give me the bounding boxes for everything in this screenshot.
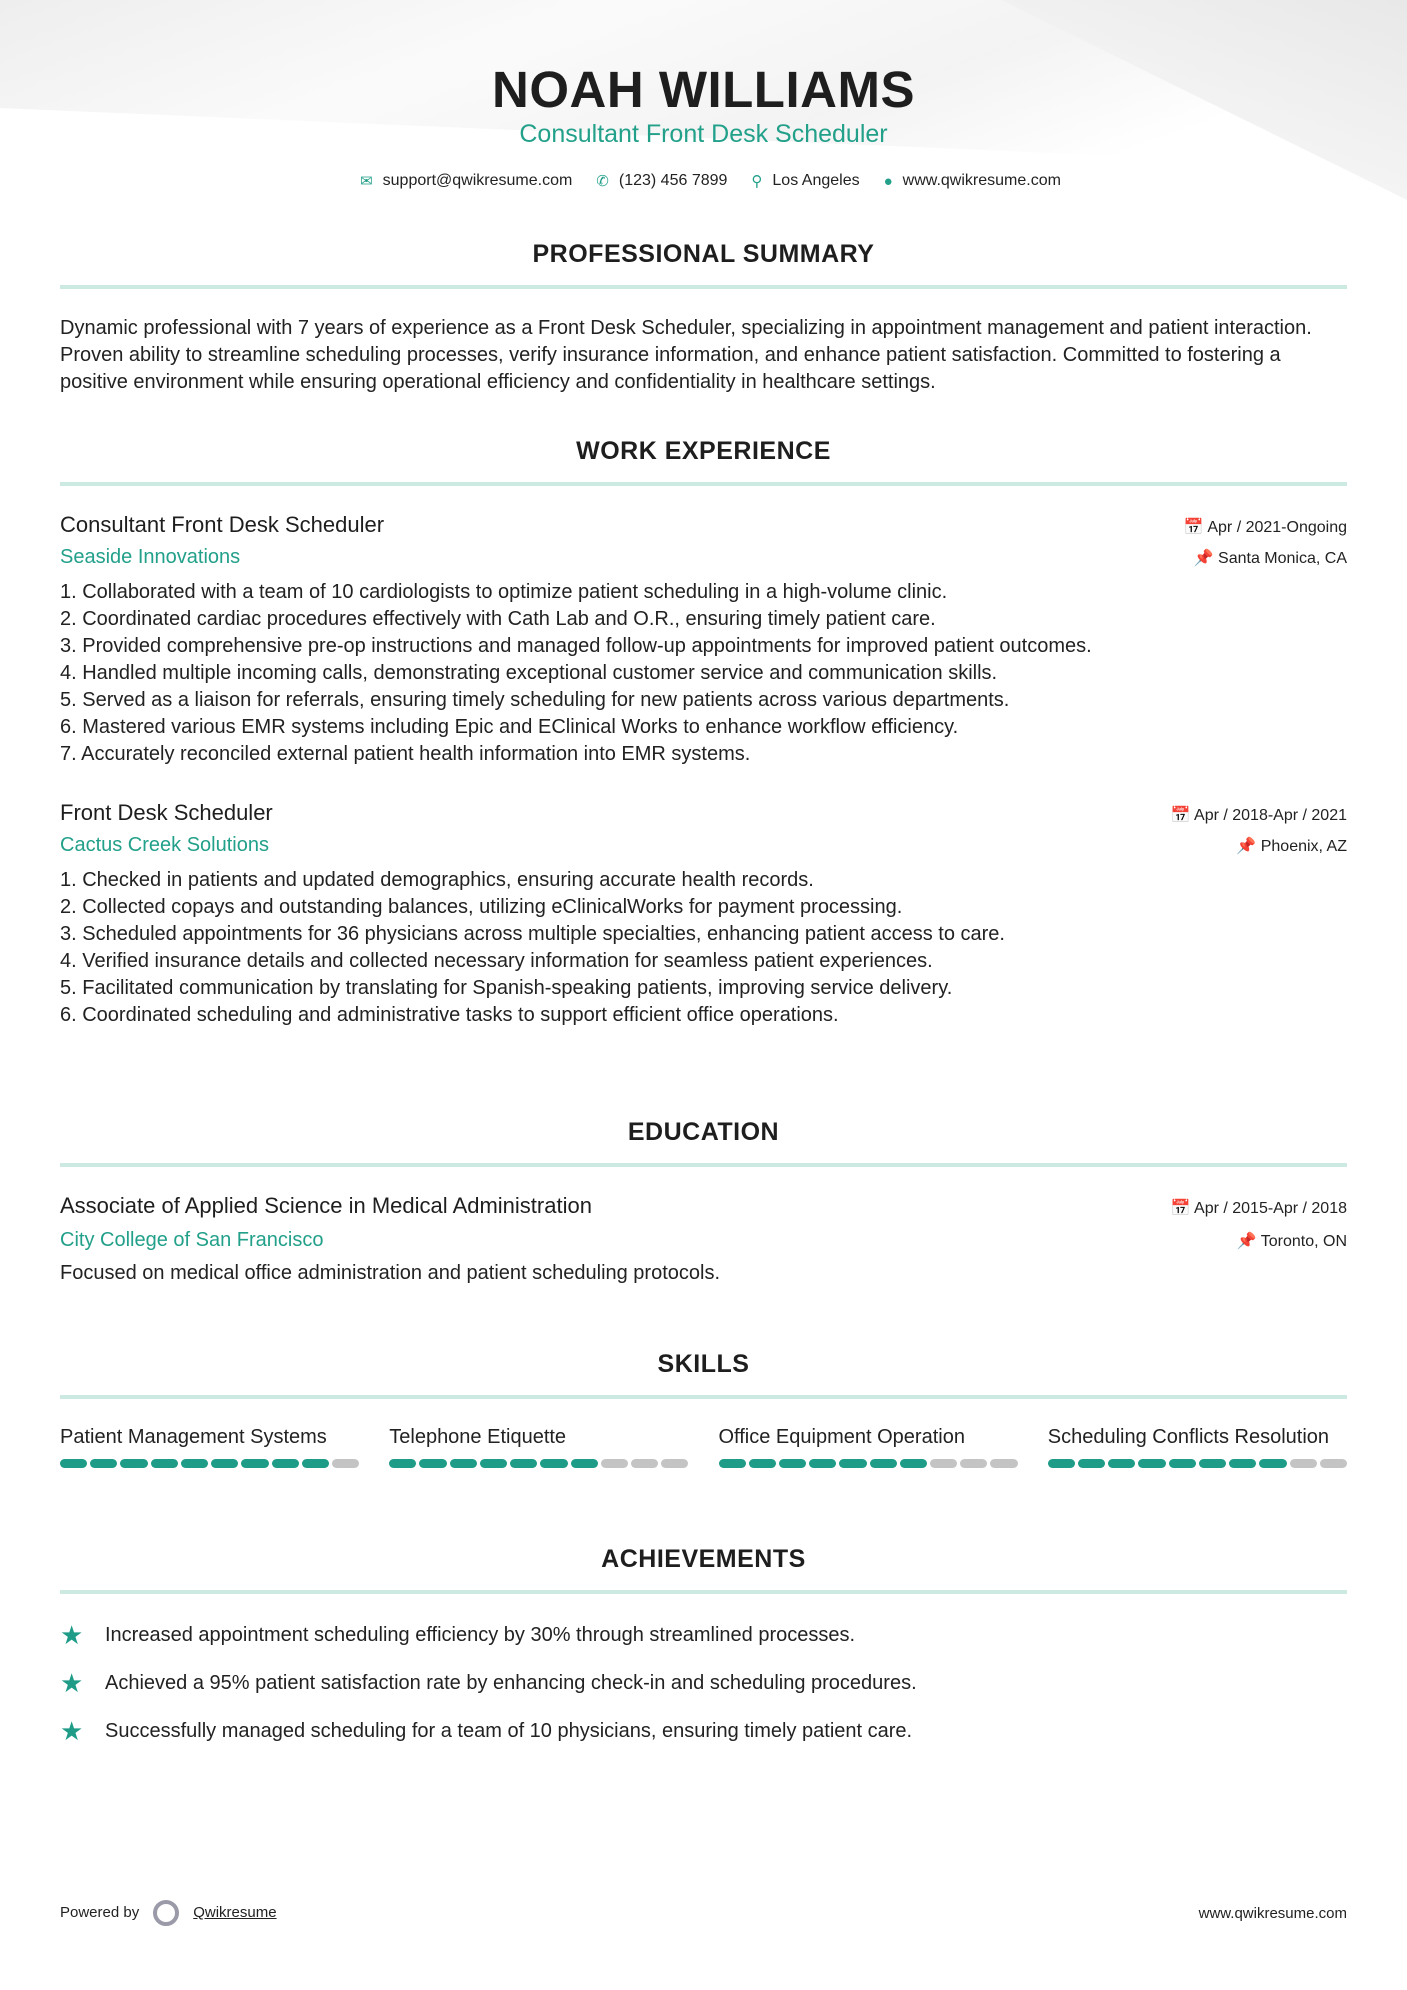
website-link[interactable]: www.qwikresume.com [902, 172, 1061, 189]
education-description: Focused on medical office administration and patient scheduling protocols. [60, 1262, 721, 1284]
skill-rating-segment [450, 1459, 477, 1468]
skill-rating-segment [181, 1459, 208, 1468]
skill-rating-segment [1320, 1459, 1347, 1468]
job-bullet: 7. Accurately reconciled external patient health information into EMR systems. [60, 743, 751, 765]
skill-name: Patient Management Systems [60, 1426, 327, 1448]
job-dates: 📅 Apr / 2021-Ongoing [1183, 519, 1347, 536]
skill-rating-segment [389, 1459, 416, 1468]
section-heading: SKILLS [657, 1350, 750, 1378]
skill-rating-segment [631, 1459, 658, 1468]
divider [60, 1395, 1347, 1399]
pin-icon: 📌 [1236, 1233, 1261, 1250]
job-bullet: 5. Facilitated communication by translating for Spanish-speaking patients, improving service delivery. [60, 977, 953, 999]
skill-rating-segment [241, 1459, 268, 1468]
experience-section [60, 437, 1347, 1029]
section-heading: ACHIEVEMENTS [601, 1545, 806, 1573]
job-bullet: 1. Collaborated with a team of 10 cardiologists to optimize patient scheduling in a high-volume clinic. [60, 581, 948, 603]
pin-icon: 📌 [1236, 838, 1261, 855]
job-bullet: 3. Scheduled appointments for 36 physicians across multiple specialties, enhancing patient access to care. [60, 923, 1005, 945]
degree-title: Associate of Applied Science in Medical Administration [60, 1193, 592, 1218]
email-link[interactable]: support@qwikresume.com [382, 172, 573, 189]
skill-rating-segment [1229, 1459, 1256, 1468]
achievement-item [60, 1716, 1347, 1747]
skill-rating-segment [839, 1459, 866, 1468]
divider [60, 1590, 1347, 1594]
job-bullet: 6. Coordinated scheduling and administrative tasks to support efficient office operations. [60, 1004, 839, 1026]
skill-rating-segment [120, 1459, 147, 1468]
skill-rating [1048, 1459, 1347, 1468]
skill-rating-segment [960, 1459, 987, 1468]
job-bullet: 1. Checked in patients and updated demographics, ensuring accurate health records. [60, 869, 814, 891]
job-bullet: 4. Verified insurance details and collected necessary information for seamless patient experiences. [60, 950, 933, 972]
job-bullet: 4. Handled multiple incoming calls, demonstrating exceptional customer service and communication skills. [60, 662, 998, 684]
powered-by-label: Powered by [60, 1903, 140, 1921]
star-icon: ★ [60, 1716, 84, 1746]
skill-rating-segment [990, 1459, 1017, 1468]
skill-rating-segment [1138, 1459, 1165, 1468]
skill-rating-segment [1108, 1459, 1135, 1468]
school-name: City College of San Francisco [60, 1229, 324, 1251]
skill-rating-segment [480, 1459, 507, 1468]
divider [60, 482, 1347, 486]
qwikresume-logo-icon [153, 1900, 179, 1926]
skill-rating-segment [1199, 1459, 1226, 1468]
job-dates: 📅 Apr / 2018-Apr / 2021 [1170, 807, 1347, 824]
achievement-text: Successfully managed scheduling for a team of 10 physicians, ensuring timely patient care. [105, 1720, 913, 1742]
skill-rating-segment [510, 1459, 537, 1468]
skill-rating-segment [419, 1459, 446, 1468]
skills-section [60, 1350, 1347, 1468]
star-icon: ★ [60, 1668, 84, 1698]
skill-rating-segment [571, 1459, 598, 1468]
skill-rating-segment [749, 1459, 776, 1468]
pin-icon: 📌 [1193, 550, 1219, 567]
skill-rating-segment [601, 1459, 628, 1468]
skill-item [719, 1424, 1018, 1468]
skill-rating-segment [90, 1459, 117, 1468]
skill-rating-segment [1259, 1459, 1286, 1468]
skill-rating-segment [540, 1459, 567, 1468]
skill-item [1048, 1424, 1347, 1468]
section-heading: PROFESSIONAL SUMMARY [532, 240, 875, 268]
candidate-title: Consultant Front Desk Scheduler [519, 120, 888, 148]
job-bullet: 6. Mastered various EMR systems including Epic and EClinical Works to enhance workflow efficiency. [60, 716, 959, 738]
divider [60, 1163, 1347, 1167]
skill-item [389, 1424, 688, 1468]
section-heading: EDUCATION [627, 1118, 780, 1146]
achievement-text: Increased appointment scheduling efficiency by 30% through streamlined processes. [105, 1624, 856, 1646]
skill-rating-segment [1290, 1459, 1317, 1468]
summary-text: Dynamic professional with 7 years of experience as a Front Desk Scheduler, specializing in appointment management and patient interaction. Proven ability to streamline scheduling processes, verify insurance information, and enhance patient satisfaction. Committed to fostering a positive environment while ensuring operational efficiency and confidentiality in healthcare settings. [60, 317, 1312, 393]
education-section [60, 1118, 1347, 1287]
education-dates: 📅 Apr / 2015-Apr / 2018 [1170, 1200, 1347, 1217]
job-location: 📌 Santa Monica, CA [1193, 550, 1347, 567]
job-bullet: 2. Collected copays and outstanding balances, utilizing eClinicalWorks for payment processing. [60, 896, 903, 918]
skill-name: Scheduling Conflicts Resolution [1047, 1426, 1330, 1448]
job-entry [60, 512, 1347, 768]
job-company: Cactus Creek Solutions [60, 834, 269, 856]
skill-rating-segment [719, 1459, 746, 1468]
achievement-item [60, 1620, 1347, 1651]
education-location: 📌 Toronto, ON [1236, 1233, 1347, 1250]
location-text: Los Angeles [772, 172, 860, 189]
star-icon: ★ [60, 1620, 84, 1650]
contact-bar [0, 172, 1407, 190]
skill-item [60, 1424, 359, 1468]
skill-rating-segment [809, 1459, 836, 1468]
skill-rating-segment [661, 1459, 688, 1468]
phone-icon: ✆ [596, 173, 609, 190]
calendar-icon: 📅 [1170, 807, 1195, 824]
skill-rating-segment [870, 1459, 897, 1468]
achievement-text: Achieved a 95% patient satisfaction rate by enhancing check-in and scheduling procedures. [105, 1672, 917, 1694]
skill-rating-segment [302, 1459, 329, 1468]
calendar-icon: 📅 [1183, 519, 1208, 536]
job-location: 📌 Phoenix, AZ [1236, 838, 1347, 855]
skill-rating [719, 1459, 1018, 1468]
divider [60, 285, 1347, 289]
skill-rating-segment [272, 1459, 299, 1468]
skill-rating-segment [900, 1459, 927, 1468]
skill-rating-segment [151, 1459, 178, 1468]
skill-rating-segment [60, 1459, 87, 1468]
phone-text: (123) 456 7899 [618, 172, 728, 189]
skill-name: Telephone Etiquette [389, 1426, 567, 1448]
skill-name: Office Equipment Operation [718, 1426, 965, 1448]
job-role: Consultant Front Desk Scheduler [60, 512, 385, 537]
job-entry [60, 800, 1347, 1029]
skill-rating-segment [930, 1459, 957, 1468]
job-role: Front Desk Scheduler [60, 800, 273, 825]
job-company: Seaside Innovations [60, 546, 241, 568]
location-pin-icon: ⚲ [751, 173, 763, 190]
footer [60, 1900, 1347, 1926]
summary-section [60, 240, 1347, 396]
footer-website[interactable]: www.qwikresume.com [1198, 1904, 1347, 1922]
skill-rating-segment [1078, 1459, 1105, 1468]
job-bullet: 3. Provided comprehensive pre-op instructions and managed follow-up appointments for improved patient outcomes. [60, 635, 1092, 657]
skill-rating-segment [1169, 1459, 1196, 1468]
skill-rating [389, 1459, 688, 1468]
email-icon: ✉ [360, 173, 373, 190]
skill-rating-segment [211, 1459, 238, 1468]
brand-link[interactable]: Qwikresume [193, 1903, 277, 1921]
candidate-name: NOAH WILLIAMS [492, 61, 915, 118]
skill-rating-segment [1048, 1459, 1075, 1468]
achievements-section [60, 1545, 1347, 1764]
job-bullet: 5. Served as a liaison for referrals, ensuring timely scheduling for new patients across various departments. [60, 689, 1010, 711]
skill-rating-segment [332, 1459, 359, 1468]
calendar-icon: 📅 [1170, 1200, 1195, 1217]
skill-rating-segment [779, 1459, 806, 1468]
skill-rating [60, 1459, 359, 1468]
job-bullet: 2. Coordinated cardiac procedures effectively with Cath Lab and O.R., ensuring timely patient care. [60, 608, 936, 630]
achievement-item [60, 1668, 1347, 1699]
section-heading: WORK EXPERIENCE [576, 437, 831, 465]
globe-icon: ● [883, 172, 893, 190]
